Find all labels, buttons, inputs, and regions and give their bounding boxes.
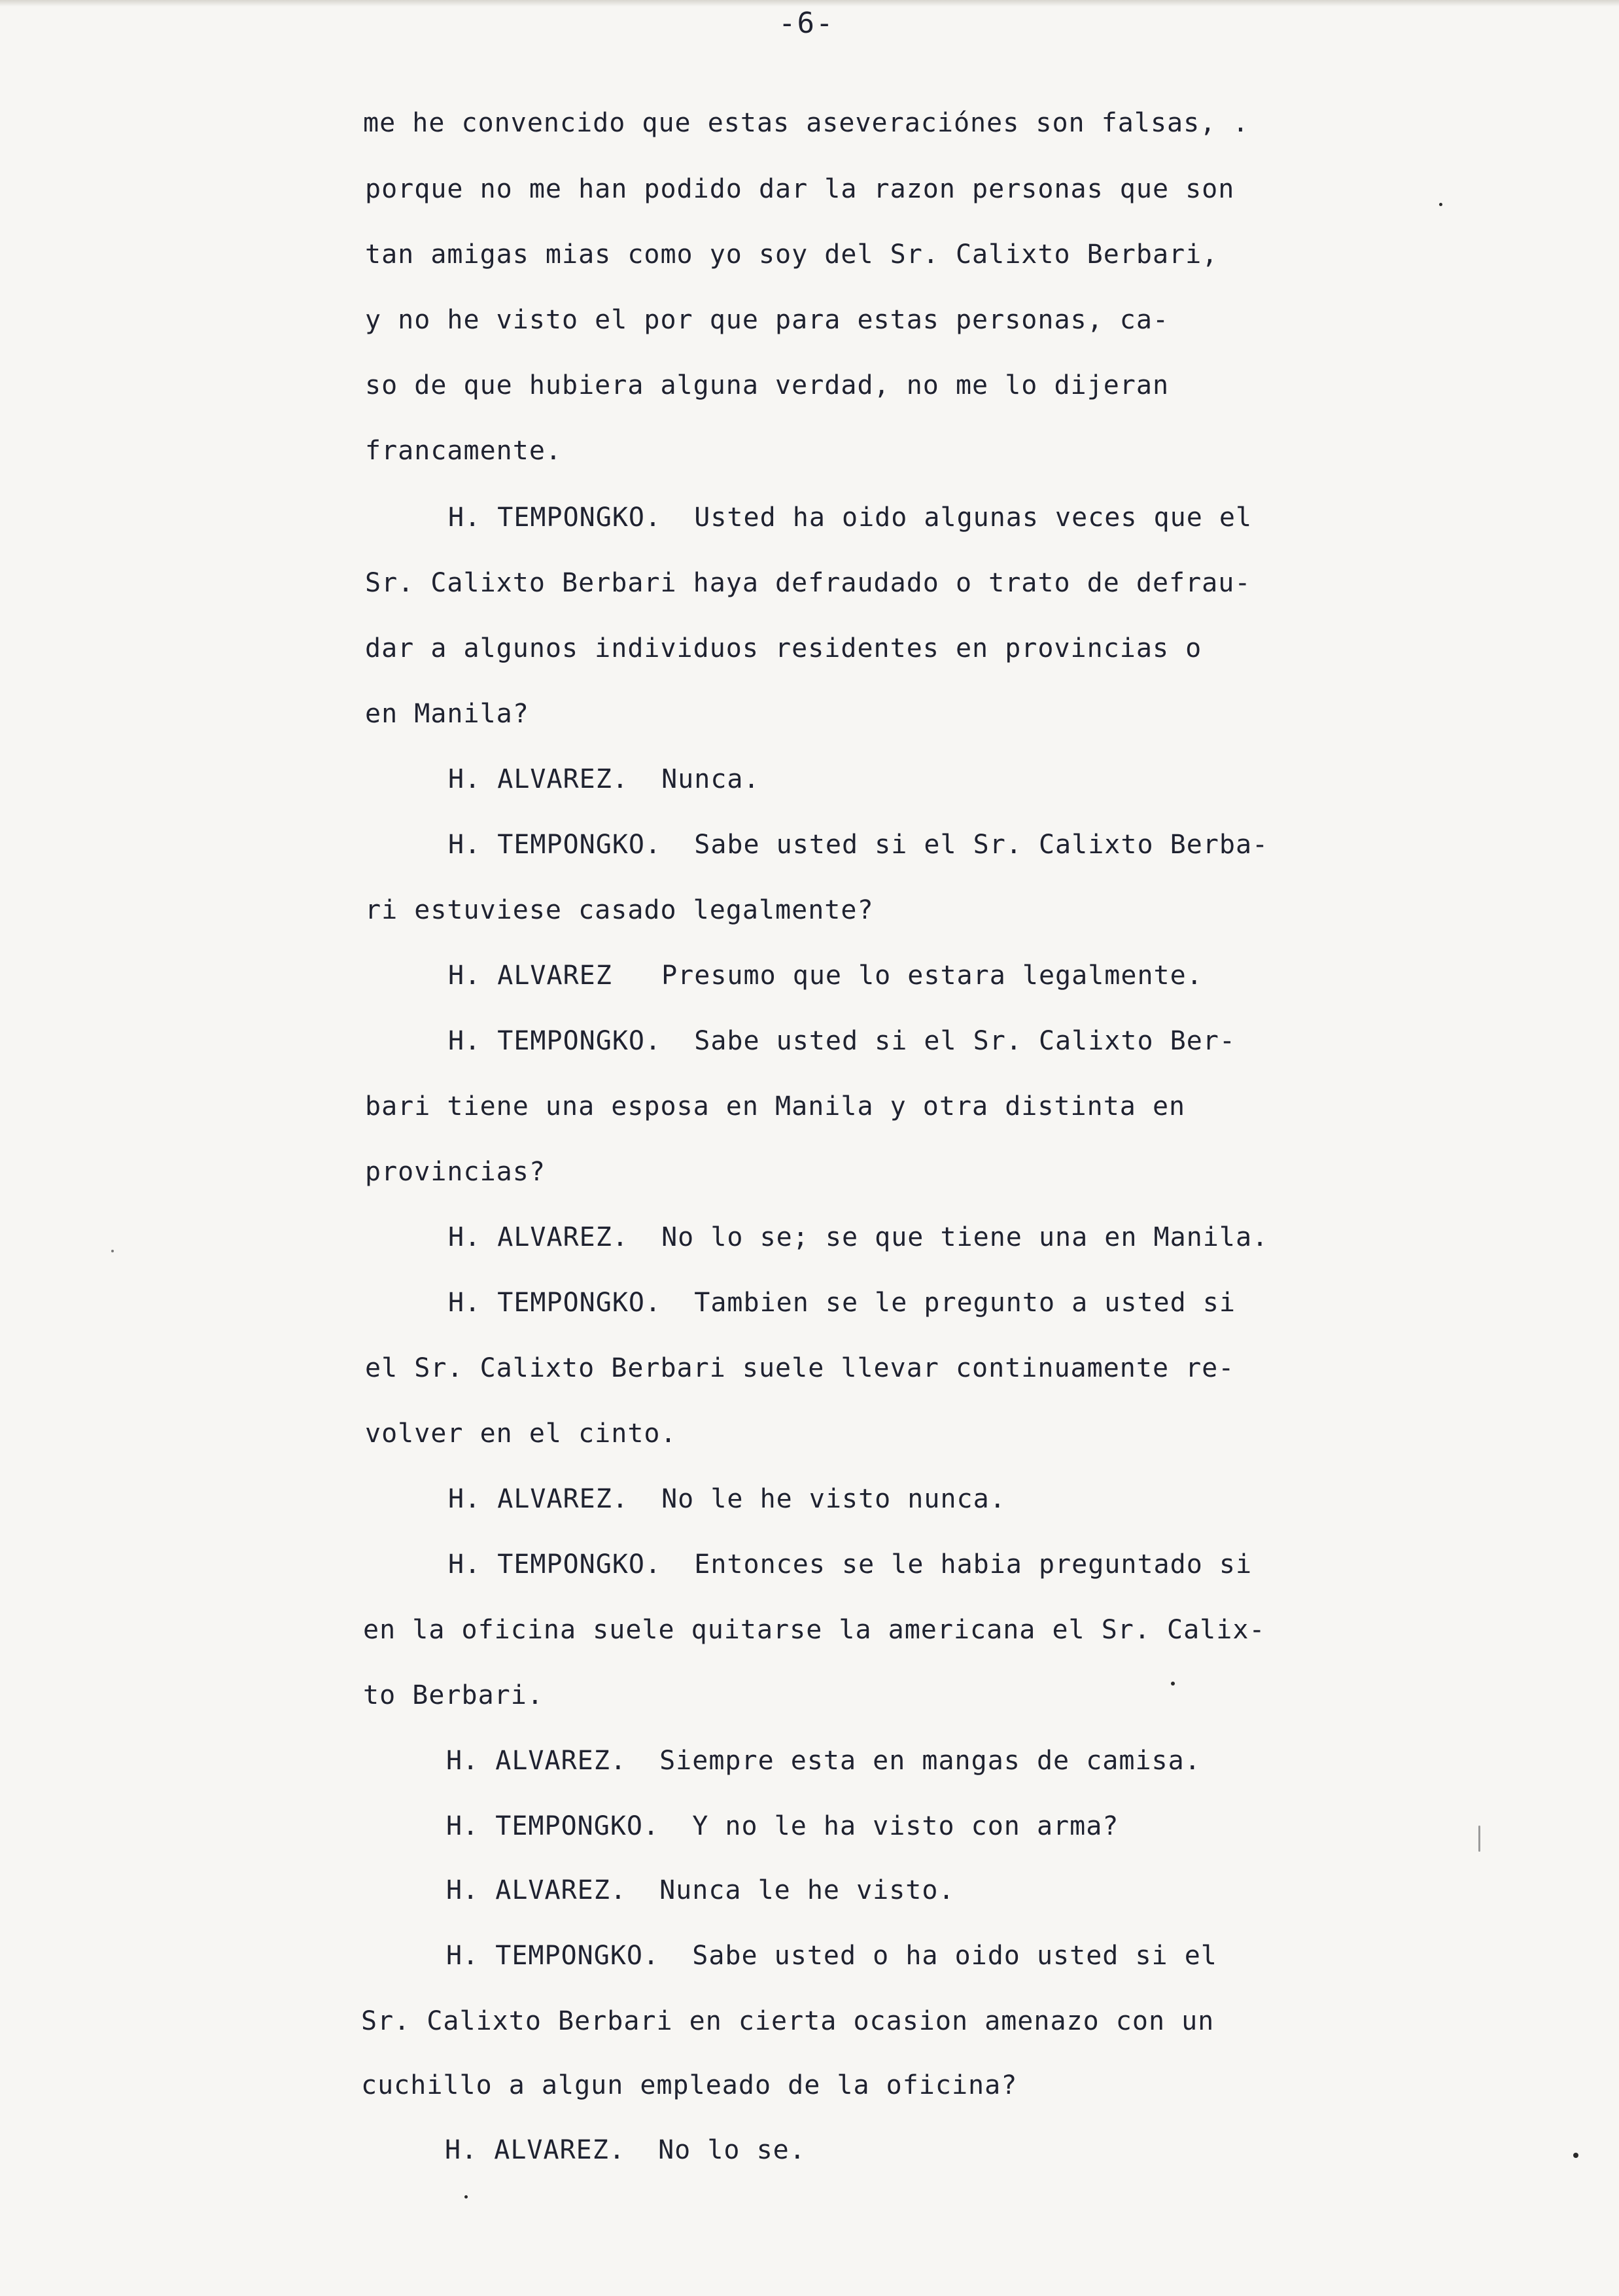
text-line [363, 1614, 1266, 1646]
line-text: dar a algunos individuos residentes en provincias o [365, 633, 1202, 663]
line-text: Sabe usted si el Sr. Calixto Berba- [694, 830, 1269, 860]
text-line [365, 1352, 1234, 1384]
text-line [365, 633, 1202, 664]
line-text: y no he visto el por que para estas personas, ca- [365, 305, 1170, 335]
text-line [365, 1091, 1185, 1122]
paper-speck [111, 1250, 114, 1252]
line-text: Siempre esta en mangas de camisa. [659, 1746, 1201, 1776]
speaker-label: H. ALVAREZ. [446, 1746, 627, 1776]
dialogue-line [448, 502, 1252, 533]
speaker-label: H. TEMPONGKO. [448, 503, 662, 533]
dialogue-line [446, 1940, 1217, 1971]
line-text: Nunca le he visto. [659, 1875, 955, 1905]
speaker-label: H. ALVAREZ. [446, 1875, 627, 1905]
speaker-label: H. TEMPONGKO. [448, 1549, 662, 1580]
speaker-label: H. TEMPONGKO. [448, 830, 662, 860]
speaker-label: H. TEMPONGKO. [446, 1941, 660, 1971]
paper-speck [1171, 1682, 1175, 1686]
dialogue-line [448, 764, 760, 795]
page-number: -6- [778, 7, 835, 40]
line-text: so de que hubiera alguna verdad, no me lo dijeran [365, 370, 1170, 400]
paper-speck [1573, 2153, 1578, 2158]
line-text: me he convencido que estas aseveraciónes son falsas, . [363, 108, 1249, 138]
line-text: Nunca. [661, 764, 760, 794]
paper-mark [1478, 1826, 1480, 1852]
speaker-label: H. TEMPONGKO. [448, 1026, 662, 1056]
line-text: porque no me han podido dar la razon personas que son [365, 174, 1235, 204]
text-line [365, 304, 1169, 336]
text-line [365, 1418, 677, 1449]
text-line [365, 567, 1251, 599]
line-text: volver en el cinto. [365, 1419, 677, 1449]
speaker-label: H. ALVAREZ [448, 961, 612, 991]
line-text: en Manila? [365, 699, 529, 729]
line-text: No lo se; se que tiene una en Manila. [661, 1222, 1269, 1252]
dialogue-line [448, 1287, 1236, 1318]
text-line [365, 239, 1218, 270]
dialogue-line [446, 1745, 1201, 1776]
line-text: Sr. Calixto Berbari en cierta ocasion amenazo con un [361, 2006, 1215, 2036]
text-line [365, 698, 529, 730]
line-text: Sabe usted o ha oido usted si el [692, 1941, 1217, 1971]
line-text: Entonces se le habia preguntado si [694, 1549, 1253, 1580]
line-text: en la oficina suele quitarse la americana el Sr. Calix- [363, 1615, 1266, 1645]
line-text: to Berbari. [363, 1680, 544, 1710]
text-line [361, 2005, 1214, 2037]
line-text: bari tiene una esposa en Manila y otra distinta en [365, 1091, 1186, 1122]
text-line [365, 370, 1169, 401]
line-text: No lo se. [658, 2135, 806, 2165]
paper-speck [1439, 203, 1442, 206]
line-text: Sabe usted si el Sr. Calixto Ber- [694, 1026, 1236, 1056]
speaker-label: H. ALVAREZ. [445, 2135, 625, 2165]
line-text: tan amigas mias como yo soy del Sr. Calixto Berbari, [365, 239, 1219, 270]
speaker-label: H. ALVAREZ. [448, 764, 629, 794]
line-text: Presumo que lo estara legalmente. [661, 961, 1203, 991]
line-text: francamente. [365, 436, 562, 466]
text-line [363, 1680, 544, 1711]
text-line [365, 173, 1234, 205]
text-line [363, 107, 1249, 139]
line-text: el Sr. Calixto Berbari suele llevar continuamente re- [365, 1353, 1235, 1383]
line-text: ri estuviese casado legalmente? [365, 895, 874, 925]
page-top-edge [0, 0, 1619, 7]
paper-speck [464, 2195, 468, 2199]
text-line [365, 1156, 546, 1188]
line-text: No le he visto nunca. [661, 1484, 1006, 1514]
dialogue-line [448, 1025, 1236, 1057]
dialogue-line [446, 1810, 1119, 1842]
speaker-label: H. ALVAREZ. [448, 1484, 629, 1514]
text-line [365, 435, 562, 467]
speaker-label: H. ALVAREZ. [448, 1222, 629, 1252]
line-text: Usted ha oido algunas veces que el [694, 503, 1253, 533]
line-text: Sr. Calixto Berbari haya defraudado o trato de defrau- [365, 568, 1251, 598]
dialogue-line [448, 1222, 1268, 1253]
line-text: Tambien se le pregunto a usted si [694, 1288, 1236, 1318]
dialogue-line [448, 1549, 1252, 1580]
dialogue-line [445, 2134, 806, 2166]
speaker-label: H. TEMPONGKO. [448, 1288, 662, 1318]
dialogue-line [448, 960, 1203, 991]
line-text: Y no le ha visto con arma? [692, 1811, 1119, 1841]
line-text: cuchillo a algun empleado de la oficina? [361, 2070, 1018, 2100]
dialogue-line [446, 1875, 955, 1906]
dialogue-line [448, 1483, 1006, 1515]
dialogue-line [448, 829, 1268, 860]
text-line [365, 894, 874, 926]
text-line [361, 2070, 1017, 2101]
line-text: provincias? [365, 1157, 546, 1187]
speaker-label: H. TEMPONGKO. [446, 1811, 660, 1841]
